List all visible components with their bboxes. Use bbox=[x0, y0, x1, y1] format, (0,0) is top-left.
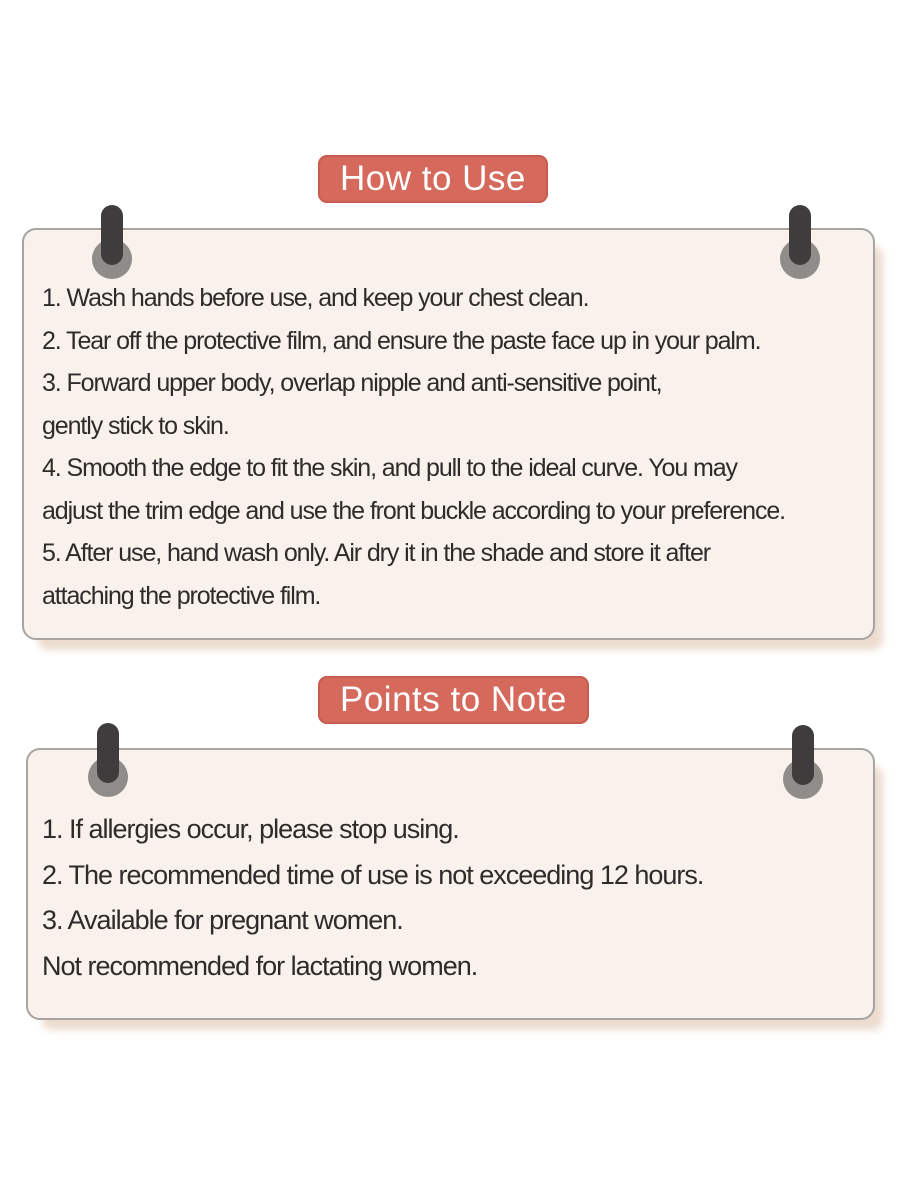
pin-stem bbox=[97, 723, 119, 783]
instruction-line: gently stick to skin. bbox=[42, 411, 229, 440]
instruction-line: adjust the trim edge and use the front buckle according to your preference. bbox=[42, 496, 785, 525]
pin-stem bbox=[792, 725, 814, 785]
instruction-line: 3. Forward upper body, overlap nipple and anti-sensitive point, bbox=[42, 369, 662, 397]
note-line: 1. If allergies occur, please stop using. bbox=[42, 814, 459, 844]
pin-stem bbox=[101, 205, 123, 265]
note-line: 2. The recommended time of use is not exceeding 12 hours. bbox=[42, 859, 704, 890]
instruction-line: 2. Tear off the protective film, and ensure the paste face up in your palm. bbox=[42, 326, 761, 355]
push-pin-icon bbox=[88, 723, 132, 793]
how-to-use-text bbox=[42, 277, 785, 617]
push-pin-icon bbox=[783, 725, 827, 795]
pin-stem bbox=[789, 205, 811, 265]
push-pin-icon bbox=[92, 205, 136, 275]
section-title-how-to-use: How to Use bbox=[318, 155, 548, 203]
instruction-line: 1. Wash hands before use, and keep your chest clean. bbox=[42, 284, 589, 312]
instruction-line: 5. After use, hand wash only. Air dry it in the shade and store it after bbox=[42, 539, 710, 567]
points-to-note-text bbox=[42, 807, 703, 989]
section-title-points-to-note: Points to Note bbox=[318, 676, 589, 724]
instruction-line: attaching the protective film. bbox=[42, 581, 321, 610]
instruction-line: 4. Smooth the edge to fit the skin, and pull to the ideal curve. You may bbox=[42, 454, 737, 482]
note-line: Not recommended for lactating women. bbox=[42, 950, 478, 981]
note-line: 3. Available for pregnant women. bbox=[42, 905, 403, 935]
push-pin-icon bbox=[780, 205, 824, 275]
